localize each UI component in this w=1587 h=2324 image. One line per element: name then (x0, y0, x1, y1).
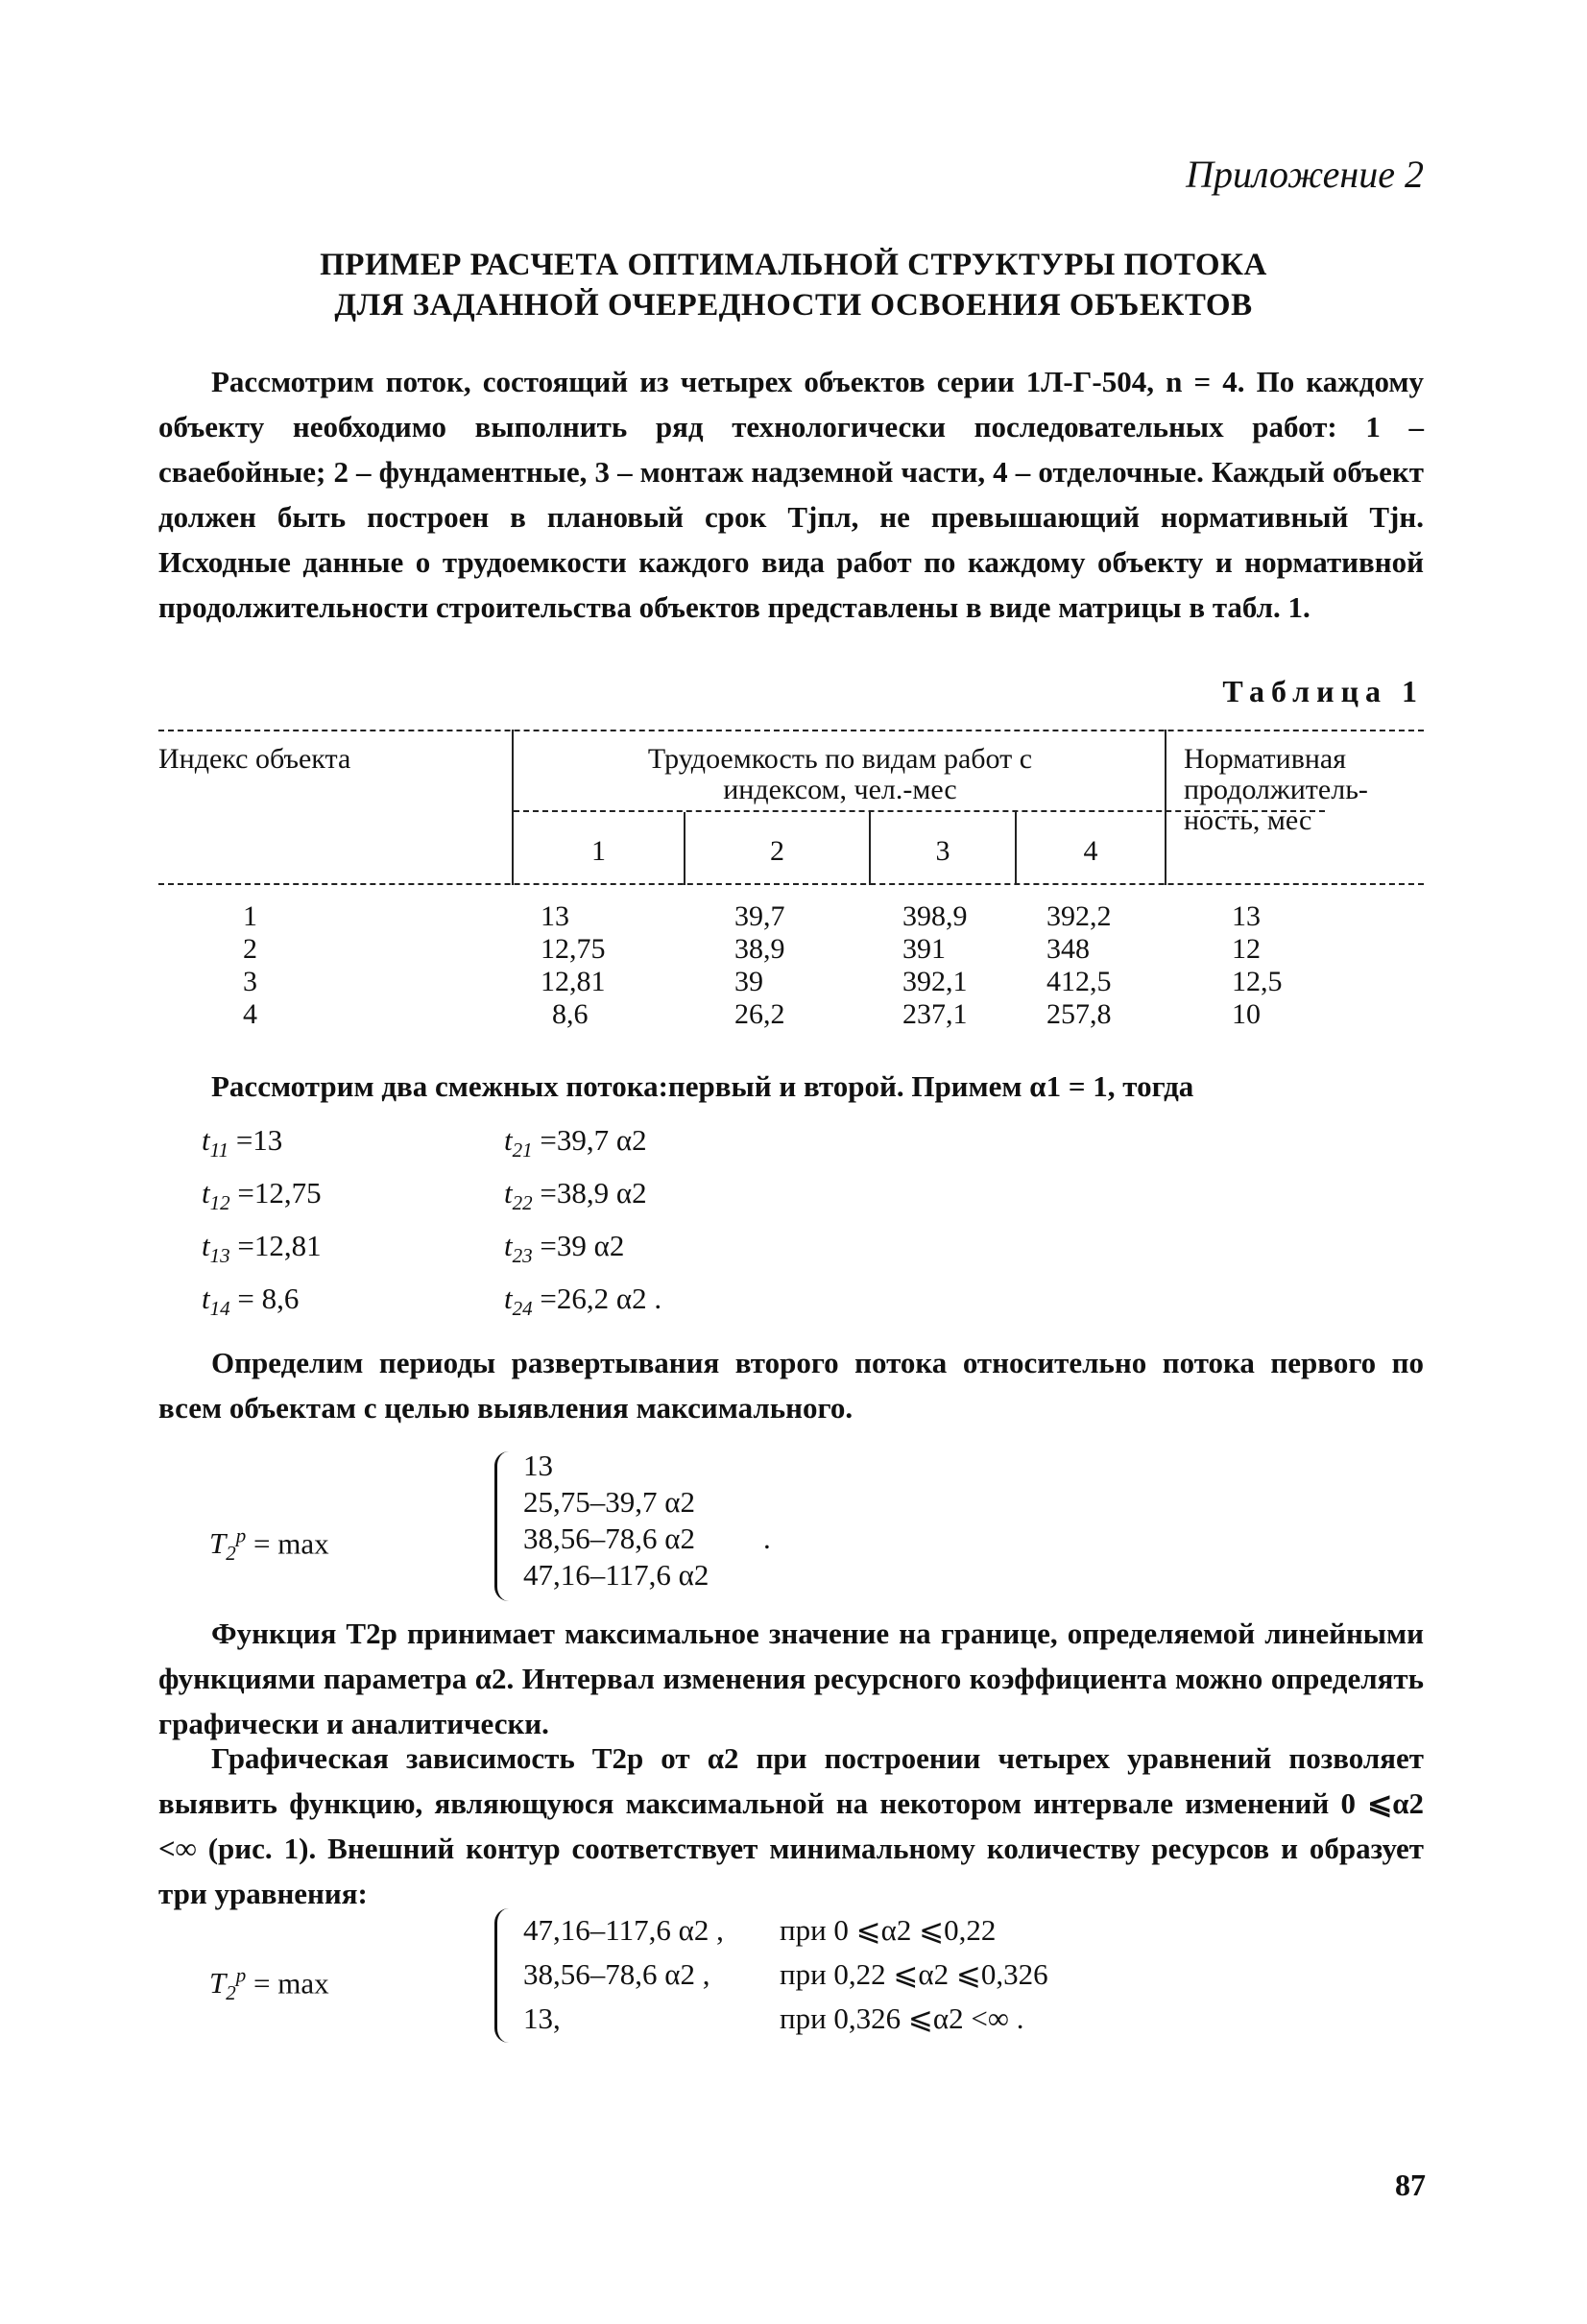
equation-t23: $t_{23} =39$ α2 (504, 1229, 625, 1268)
system2-condition: при 0 ⩽α2 ⩽0,22 (780, 1913, 997, 1947)
cell-index: 4 (243, 998, 257, 1030)
appendix-label: Приложение 2 (1186, 153, 1424, 196)
cell-work-4: 348 (1046, 933, 1090, 965)
table-header-rule (158, 883, 1424, 885)
system2-condition: при 0,326 ⩽α2 <∞ . (780, 2001, 1024, 2035)
cell-work-2: 39,7 (734, 900, 785, 932)
equation-t11: $t_{11} =13$ (202, 1123, 283, 1162)
table-label: Таблица 1 (1222, 674, 1424, 708)
cell-index: 3 (243, 966, 257, 997)
system1-line: 38,56–78,6 α2 (523, 1521, 695, 1555)
cell-work-3: 392,1 (902, 966, 968, 997)
equation-t22: $t_{22} =38,9$ α2 (504, 1176, 647, 1215)
cell-index: 2 (243, 933, 257, 965)
cell-norm: 12 (1232, 933, 1261, 965)
graphical-paragraph: Графическая зависимость T2p от α2 при построении четырех уравнений позволяет выявить функцию, являющуюся максимальной на некотором интервале изменений 0 ⩽α2 <∞ (рис. 1). Внешний контур соответствует минимальному количеству ресурсов и образует три уравнения: (158, 1741, 1424, 1910)
subheader-work-2: 2 (770, 835, 784, 867)
header-norm-line-2: продолжитель- (1184, 774, 1368, 805)
deployment-paragraph: Определим периоды развертывания второго потока относительно потока первого по всем объектам с целью выявления максимального. (158, 1346, 1424, 1425)
header-labor-line-1: Трудоемкость по видам работ с (647, 743, 1033, 775)
subheader-work-3: 3 (935, 835, 950, 867)
system1-lhs: $T_2^p = \max$ (209, 1524, 329, 1566)
system2-condition: при 0,22 ⩽α2 ⩽0,326 (780, 1957, 1048, 1991)
system1-line: 25,75–39,7 α2 (523, 1485, 695, 1519)
system1-line: 13 (523, 1449, 553, 1482)
equation-t13: $t_{13} =12,81$ (202, 1229, 322, 1268)
header-labor-line-2: индексом, чел.-мес (723, 774, 957, 805)
cell-norm: 13 (1232, 900, 1261, 932)
subheader-work-1: 1 (591, 835, 606, 867)
system2-right-column (780, 1908, 1048, 2041)
subheader-work-4: 4 (1083, 835, 1098, 867)
cell-work-1: 12,75 (541, 933, 606, 965)
cell-work-4: 392,2 (1046, 900, 1112, 932)
cell-work-4: 257,8 (1046, 998, 1112, 1030)
cell-work-3: 237,1 (902, 998, 968, 1030)
brace-icon (494, 1908, 509, 2043)
cell-norm: 10 (1232, 998, 1261, 1030)
cell-norm: 12,5 (1232, 966, 1283, 997)
system1-line: 47,16–117,6 α2 (523, 1558, 709, 1592)
system1-tail: . (763, 1521, 771, 1555)
title-line-2: ДЛЯ ЗАДАННОЙ ОЧЕРЕДНОСТИ ОСВОЕНИЯ ОБЪЕКТОВ (334, 288, 1253, 323)
system2-expression: 38,56–78,6 α2 , (523, 1957, 710, 1991)
equation-t24: $t_{24} =26,2$ α2 . (504, 1282, 662, 1321)
cell-work-3: 391 (902, 933, 946, 965)
table-divider (1165, 730, 1166, 885)
header-norm-line-3: ность, мес (1184, 804, 1312, 836)
system2-lhs: $T_2^p = \max$ (209, 1964, 329, 2005)
brace-icon (494, 1451, 509, 1601)
system2-expression: 47,16–117,6 α2 , (523, 1913, 724, 1947)
adjacent-flows-paragraph: Рассмотрим два смежных потока:первый и второй. Примем α1 = 1, тогда (211, 1069, 1194, 1103)
cell-work-2: 38,9 (734, 933, 785, 965)
system2-expression: 13, (523, 2001, 561, 2035)
equation-t21: $t_{21} =39,7$ α2 (504, 1123, 647, 1162)
system2-left-column (523, 1908, 724, 2041)
cell-work-1: 13 (541, 900, 569, 932)
intro-paragraph: Рассмотрим поток, состоящий из четырех объектов серии 1Л-Г-504, n = 4. По каждому объекту необходимо выполнить ряд технологически последовательных работ: 1 – свaебойные; 2 – фундаментные, 3 – монтаж надземной части, 4 – отделочные. Каждый объект должен быть построен в плановый срок Tjпл, не превышающий нормативный Tjн. Исходные данные о трудоемкости каждого вида работ по каждому объекту и нормативной продолжительности строительства объектов представлены в виде матрицы в табл. 1. (158, 365, 1424, 624)
cell-index: 1 (243, 900, 257, 932)
cell-work-2: 39 (734, 966, 763, 997)
function-paragraph: Функция T2p принимает максимальное значение на границе, определяемой линейными функциями параметра α2. Интервал изменения ресурсного коэффициента можно определять графически и аналитически. (158, 1617, 1424, 1740)
cell-work-2: 26,2 (734, 998, 785, 1030)
equation-t12: $t_{12} =12,75$ (202, 1176, 322, 1215)
cell-work-3: 398,9 (902, 900, 968, 932)
header-norm-line-1: Нормативная (1184, 743, 1347, 775)
system1-lines (523, 1448, 709, 1593)
table-top-rule (158, 730, 1424, 731)
cell-work-4: 412,5 (1046, 966, 1112, 997)
equation-t14: $t_{14} = 8,6$ (202, 1282, 300, 1321)
cell-work-1: 12,81 (541, 966, 606, 997)
page-number: 87 (1395, 2168, 1426, 2202)
cell-work-1: 8,6 (552, 998, 589, 1030)
header-object-index: Индекс объекта (158, 743, 351, 775)
title-line-1: ПРИМЕР РАСЧЕТА ОПТИМАЛЬНОЙ СТРУКТУРЫ ПОТОКА (320, 248, 1267, 282)
